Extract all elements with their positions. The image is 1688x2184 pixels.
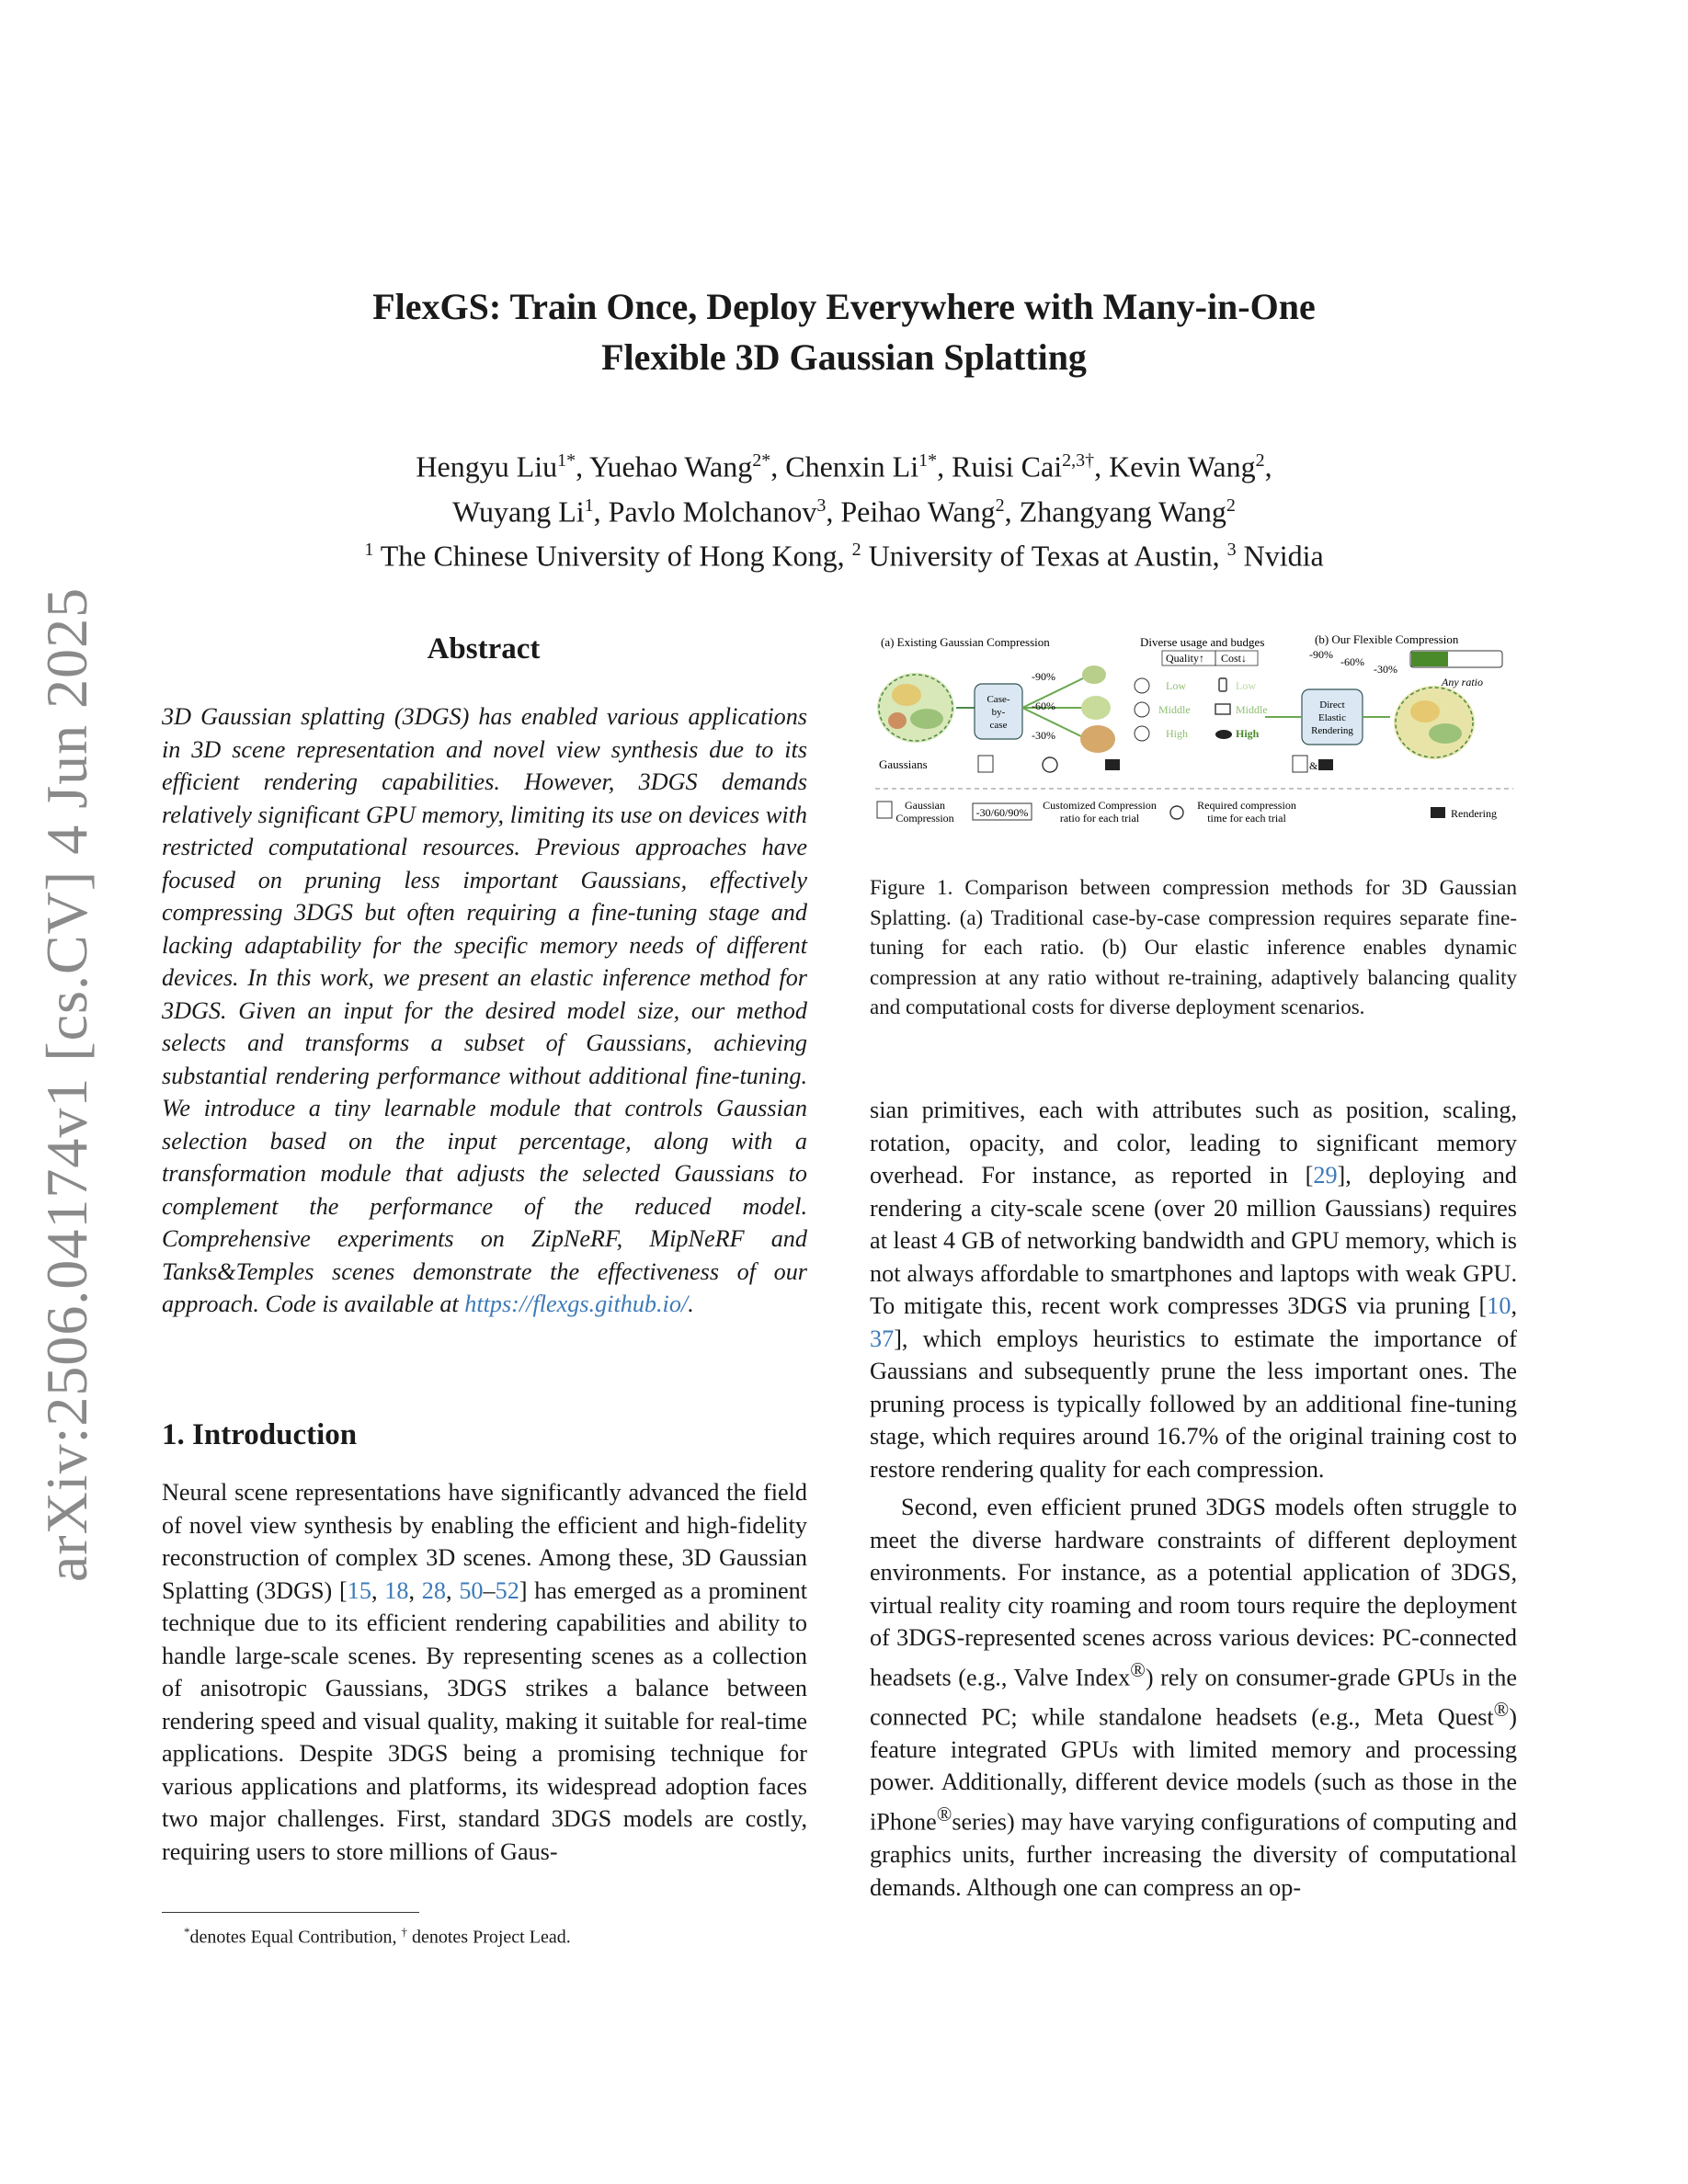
cost-low: Low (1236, 679, 1256, 692)
cost-high: High (1236, 727, 1260, 740)
abstract-body (162, 700, 807, 1321)
affiliation: University of Texas at Austin, (868, 539, 1220, 573)
footnote-text: denotes Equal Contribution, (189, 1927, 402, 1948)
citation[interactable]: 29 (1313, 1162, 1338, 1189)
citation[interactable]: 15 (347, 1576, 371, 1604)
gaussian-blob-right (1394, 686, 1475, 759)
fig-label-a: (a) Existing Gaussian Compression (881, 635, 1050, 649)
cost-middle: Middle (1236, 703, 1268, 716)
arxiv-stamp (26, 586, 108, 1583)
text-run: Second, even efficient pruned 3DGS models often struggle to meet the diverse hardware constraints of different deployment environments. For instance, as a potential application of 3DGS, virtual reality city roaming and room tours require the deployment of 3DGS-represented scenes across various devices: PC-connected headsets (e.g., Valve Index (870, 1494, 1517, 1691)
affiliation-sup: 2 (851, 540, 861, 561)
author-sup: 2,3† (1062, 450, 1095, 471)
author-line-2: Wuyang Li$^1$, Pavlo Molchanov$^3$, Peihao Wang$^2$, Zhangyang Wang$^2$ (452, 495, 1236, 529)
gaussians-label: Gaussians (879, 757, 928, 771)
case-box-line: Case- (987, 694, 1010, 705)
case-box-line: by- (991, 707, 1006, 718)
text-run: , (371, 1576, 385, 1604)
author-name: Yuehao Wang (588, 449, 753, 483)
text-run: ], which employs heuristics to estimate the importance of Gaussians and subsequently prune the less important ones. The pruning process is typically followed by an additional fine-tuning stage, which requires around 16.7% of the original training cost to restore rendering quality for each compression. (870, 1325, 1517, 1483)
affiliations (0, 530, 1688, 575)
monitor-icon (1215, 704, 1230, 714)
text-run: ) feature integrated GPUs with limited memory and processing power. Additionally, different device models (such as those in the iPhone (870, 1703, 1517, 1836)
text-run: series) may have varying configurations of computing and graphics units, further increasing the diversity of computational demands. Although one can compress an op- (870, 1808, 1517, 1901)
cost-header: Cost↓ (1221, 652, 1248, 665)
compressed-blob (1080, 725, 1115, 753)
author-name: Pavlo Molchanov (608, 495, 817, 529)
footnote (184, 1925, 571, 1949)
legend-ratio: -30/60/90% (975, 806, 1029, 819)
pct-label: -30% (1032, 729, 1055, 742)
amp: & (1309, 759, 1318, 772)
affiliation-sup: 3 (1226, 540, 1237, 561)
direct-box-line: Direct (1319, 700, 1345, 711)
quality-low: Low (1166, 679, 1186, 692)
compress-icon (1293, 756, 1307, 772)
author-sup: 1 (584, 495, 594, 516)
quality-high: High (1166, 727, 1188, 740)
direct-box-line: Rendering (1311, 725, 1353, 736)
legend-gc-line: Gaussian (905, 799, 945, 812)
abstract-text: 3D Gaussian splatting (3DGS) has enabled various applications in 3D scene representation and novel view synthesis due to its efficient rendering capabilities. However, 3DGS demands relatively significant GPU memory, limiting its use on devices with restricted computational resources. Previous approaches have focused on pruning less important Gaussians, effectively compressing 3DGS but often requiring a fine-tuning stage and lacking adaptability for the specific memory needs of different devices. In this work, we present an elastic inference method for 3DGS. Given an input for the desired model size, our method selects and transforms a subset of Gaussians, achieving substantial rendering performance without additional fine-tuning. We introduce a tiny learnable module that controls Gaussian selection based on the input percentage, along with a transformation module that adjusts the selected Gaussians to complement the performance of the reduced model. Comprehensive experiments on ZipNeRF, MipNeRF and Tanks&Temples scenes demonstrate the effectiveness of our approach. Code is available at (162, 703, 807, 1317)
author-block (0, 441, 1688, 575)
citation[interactable]: 50 (459, 1576, 484, 1604)
author-name: Kevin Wang (1109, 449, 1256, 483)
body-paragraph (870, 1491, 1517, 1904)
citation[interactable]: 37 (870, 1325, 895, 1352)
text-run: – (483, 1576, 496, 1604)
affiliation: The Chinese University of Hong Kong, (380, 539, 845, 573)
author-name: Zhangyang Wang (1019, 495, 1226, 529)
footnote-text: denotes Project Lead. (406, 1927, 571, 1948)
citation[interactable]: 52 (495, 1576, 519, 1604)
title-line-2: Flexible 3D Gaussian Splatting (601, 336, 1087, 378)
author-name: Ruisi Cai (952, 449, 1063, 483)
cloud-icon (1215, 730, 1232, 739)
legend-custom-line: Customized Compression (1043, 799, 1157, 812)
registered-mark: ® (1493, 1698, 1510, 1721)
gaussian-splat (1410, 700, 1440, 722)
author-name: Chenxin Li (785, 449, 919, 483)
pct-label: -90% (1309, 648, 1333, 661)
camera-icon (1318, 759, 1333, 770)
camera-icon (1431, 807, 1445, 818)
arxiv-id: arXiv:2506.04174v1 [cs.CV] 4 Jun 2025 (34, 586, 99, 1583)
text-run: ], deploying and rendering a city-scale scene (over 20 million Gaussians) requires at least 4 GB of networking bandwidth and GPU memory, which is not always affordable to smartphones and laptops with weak GPU. To mitigate this, recent work compresses 3DGS via pruning [ (870, 1162, 1517, 1319)
footnote-rule (162, 1912, 419, 1913)
direct-box-line: Elastic (1318, 712, 1346, 723)
face-icon (1135, 702, 1149, 717)
legend-render: Rendering (1451, 807, 1497, 820)
author-sup: 2 (995, 495, 1005, 516)
author-sup: 1* (918, 450, 938, 471)
footnote-sup: * (184, 1925, 190, 1939)
timer-icon (1043, 757, 1057, 772)
gaussian-splat (888, 712, 907, 729)
text-run: ] has emerged as a prominent technique due to its efficient rendering capabilities and ability to handle large-scale scenes. By representing scenes as a collection of anisotropic Gaussians, 3DGS strikes a balance between rendering speed and visual quality, making it suitable for real-time applications. Despite 3DGS being a promising technique for various applications and platforms, its widespread adoption faces two major challenges. First, standard 3DGS models are costly, requiring users to store millions of Gaus- (162, 1576, 808, 1865)
legend-custom-line: ratio for each trial (1059, 812, 1140, 825)
gaussian-splat (1429, 723, 1462, 744)
author-name: Hengyu Liu (416, 449, 558, 483)
author-name: Wuyang Li (452, 495, 585, 529)
figure-1 (870, 631, 1517, 842)
intro-body (162, 1476, 807, 1868)
compressed-blob (1082, 665, 1106, 684)
text-run: , (408, 1576, 422, 1604)
author-sup: 3 (816, 495, 827, 516)
title-line-1: FlexGS: Train Once, Deploy Everywhere with Many-in-One (372, 286, 1316, 327)
text-run: Neural scene representations have significantly advanced the field of novel view synthesis by enabling the efficient and high-fidelity reconstruction of complex 3D scenes. Among these, 3D Gaussian Splatting (3DGS) [ (162, 1479, 807, 1604)
intro-paragraph (162, 1476, 807, 1868)
quality-middle: Middle (1158, 703, 1191, 716)
quality-header: Quality↑ (1166, 652, 1204, 665)
legend-time-line: Required compression (1197, 799, 1296, 812)
citation[interactable]: 28 (421, 1576, 446, 1604)
code-link[interactable]: https://flexgs.github.io/ (464, 1291, 689, 1317)
gaussian-splat (892, 684, 921, 706)
abstract-end: . (688, 1291, 694, 1317)
timer-icon (1170, 806, 1183, 819)
case-box-line: case (989, 720, 1008, 731)
text-run: , (1511, 1292, 1517, 1319)
registered-mark: ® (1130, 1658, 1146, 1681)
figure-caption: Figure 1. Comparison between compression methods for 3D Gaussian Splatting. (a) Traditional case-by-case compression requires separate fine-tuning for each ratio. (b) Our elastic inference enables dynamic compression at any ratio without re-training, adaptively balancing quality and computational costs for diverse deployment scenarios. (870, 876, 1517, 1018)
text-run: , (445, 1576, 460, 1604)
author-sup: 2* (752, 450, 771, 471)
pct-label: -30% (1374, 663, 1397, 676)
fig-label-mid: Diverse usage and budges (1140, 635, 1265, 649)
author-sup: 1* (557, 450, 576, 471)
author-line-1: Hengyu Liu$^{1*}$, Yuehao Wang$^{2*}$, Chenxin $Li^{1*}$, Ruisi Cai$^{2,3\dagger}$, Kevin Wang$^2$, (416, 449, 1272, 483)
text-run: sian primitives, each with attributes such as position, scaling, rotation, opacity, and color, leading to significant memory overhead. For instance, as reported in [ (870, 1097, 1517, 1189)
pct-label: -60% (1340, 655, 1364, 668)
compressed-blob (1081, 696, 1111, 720)
citation[interactable]: 10 (1487, 1292, 1511, 1319)
citation[interactable]: 18 (384, 1576, 409, 1604)
footnote-sup: † (401, 1925, 407, 1939)
paper-title (0, 281, 1688, 382)
intro-heading: 1. Introduction (162, 1418, 358, 1451)
gaussian-splat (910, 709, 943, 729)
compress-icon (877, 802, 892, 818)
abstract-heading: Abstract (427, 632, 541, 665)
body-paragraph (870, 1094, 1517, 1485)
ratio-bar-fill (1411, 652, 1448, 666)
registered-mark: ® (936, 1803, 952, 1826)
any-ratio-label: Any ratio (1442, 676, 1483, 688)
fig-label-b: (b) Our Flexible Compression (1315, 632, 1459, 646)
author-sup: 2 (1255, 450, 1265, 471)
legend-time-line: time for each trial (1207, 812, 1286, 825)
author-name: Peihao Wang (840, 495, 996, 529)
right-column-body (870, 1094, 1517, 1904)
author-sup: 2 (1226, 495, 1236, 516)
face-icon (1135, 726, 1149, 741)
phone-icon (1219, 678, 1226, 691)
pct-label: -90% (1032, 670, 1055, 683)
affiliation: Nvidia (1243, 539, 1324, 573)
legend-gc-line: Compression (895, 812, 954, 825)
text-run: ) rely on consumer-grade GPUs in the connected PC; while standalone headsets (e.g., Meta Quest (870, 1664, 1517, 1731)
camera-icon (1105, 759, 1120, 770)
pct-label: -60% (1032, 700, 1055, 712)
affiliation-sup: 1 (364, 540, 374, 561)
gaussian-blob-left (877, 673, 954, 743)
compress-icon (978, 756, 993, 772)
face-icon (1135, 678, 1149, 693)
